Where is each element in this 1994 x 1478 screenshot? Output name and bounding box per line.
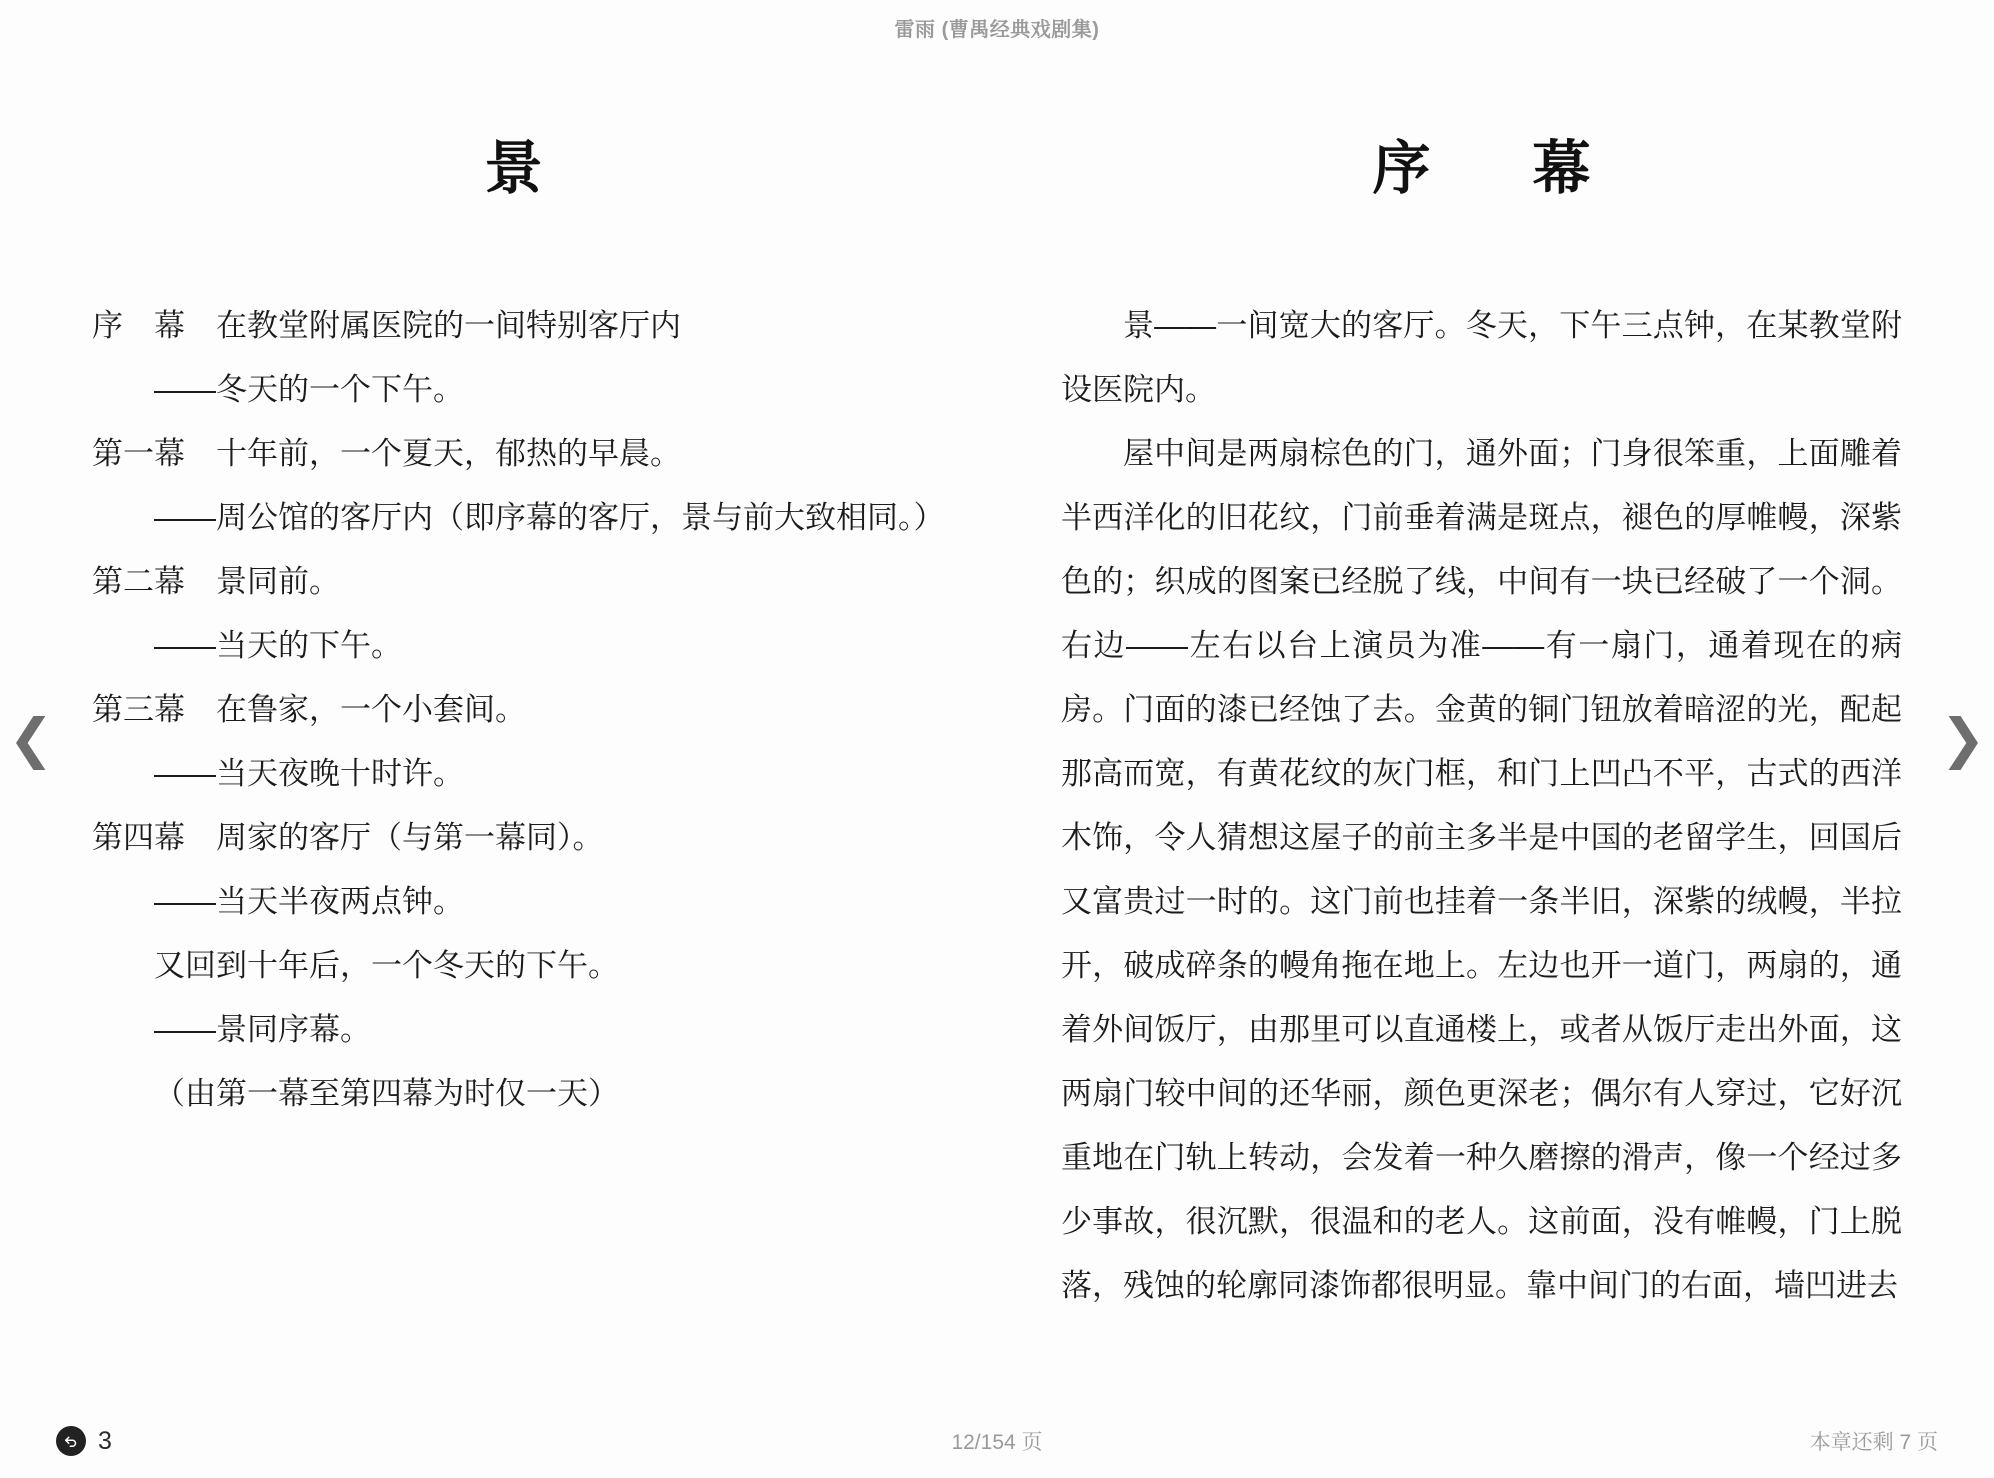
left-line-10: ——当天半夜两点钟。 xyxy=(154,884,464,919)
left-line-5: 第二幕 景同前。 xyxy=(92,564,340,599)
left-line-13: （由第一幕至第四幕为时仅一天） xyxy=(154,1076,619,1111)
next-page-button[interactable]: ❯ xyxy=(1940,707,1986,770)
left-line-6: ——当天的下午。 xyxy=(154,628,402,663)
page-spread xyxy=(0,54,1994,1404)
left-line-2: ——冬天的一个下午。 xyxy=(154,372,464,407)
left-page-title: 景 xyxy=(484,136,545,201)
right-page[interactable] xyxy=(997,54,1938,1404)
back-control[interactable] xyxy=(56,1426,112,1456)
left-line-4: ——周公馆的客厅内（即序幕的客厅，景与前大致相同。） xyxy=(154,500,945,535)
undo-icon[interactable] xyxy=(56,1426,86,1456)
chapter-remaining-label: 本章还剩 7 页 xyxy=(1809,1431,1938,1454)
left-line-7: 第三幕 在鲁家，一个小套间。 xyxy=(92,692,526,727)
left-page[interactable] xyxy=(56,54,997,1404)
page-indicator: 12/154 页 xyxy=(951,1431,1043,1454)
right-page-body xyxy=(1061,294,1902,1318)
left-line-11: 又回到十年后，一个冬天的下午。 xyxy=(154,948,619,983)
left-line-1: 序 幕 在教堂附属医院的一间特别客厅内 xyxy=(92,308,681,343)
book-title: 雷雨 (曹禺经典戏剧集) xyxy=(894,18,1100,41)
left-line-9: 第四幕 周家的客厅（与第一幕同）。 xyxy=(92,820,604,855)
reader-header xyxy=(0,0,1994,54)
right-page-title: 序 幕 xyxy=(1372,136,1613,201)
previous-page-button[interactable]: ❮ xyxy=(8,707,54,770)
page-indicator-wrap xyxy=(0,1426,1994,1456)
back-count-label: 3 xyxy=(98,1426,112,1455)
right-paragraph-2: 屋中间是两扇棕色的门，通外面；门身很笨重，上面雕着半西洋化的旧花纹，门前垂着满是斑点，褪色的厚帷幔，深紫色的；织成的图案已经脱了线，中间有一块已经破了一个洞。右边——左右以台上演员为准——有一扇门，通着现在的病房。门面的漆已经蚀了去。金黄的铜门钮放着暗涩的光，配起那高而宽，有黄花纹的灰门框，和门上凹凸不平，古式的西洋木饰，令人猜想这屋子的前主多半是中国的老留学生，回国后又富贵过一时的。这门前也挂着一条半旧，深紫的绒幔，半拉开，破成碎条的幔角拖在地上。左边也开一道门，两扇的，通着外间饭厅，由那里可以直通楼上，或者从饭厅走出外面，这两扇门较中间的还华丽，颜色更深老；偶尔有人穿过，它好沉重地在门轨上转动，会发着一种久磨擦的滑声，像一个经过多少事故，很沉默，很温和的老人。这前面，没有帷幔，门上脱落，残蚀的轮廓同漆饰都很明显。靠中间门的右面，墙凹进去 xyxy=(1061,436,1902,1303)
left-line-8: ——当天夜晚十时许。 xyxy=(154,756,464,791)
left-page-body xyxy=(92,294,945,1126)
right-paragraph-1: 景——一间宽大的客厅。冬天，下午三点钟，在某教堂附设医院内。 xyxy=(1061,308,1902,407)
left-line-3: 第一幕 十年前，一个夏天，郁热的早晨。 xyxy=(92,436,681,471)
reader-footer xyxy=(0,1404,1994,1478)
left-line-12: ——景同序幕。 xyxy=(154,1012,371,1047)
